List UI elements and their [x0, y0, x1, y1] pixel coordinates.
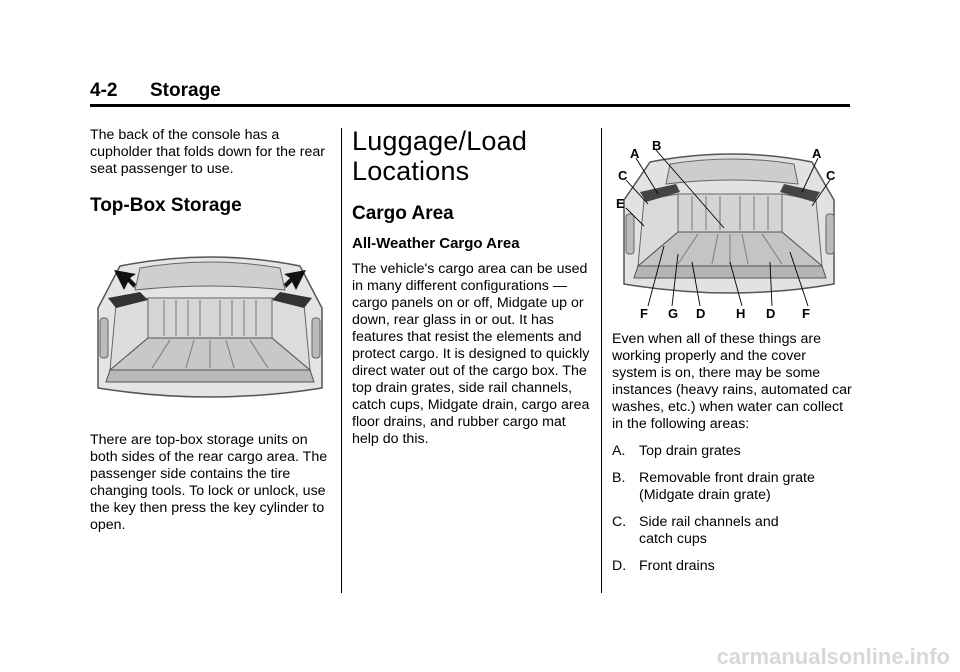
list-item-c: C. Side rail channels and catch cups: [612, 514, 779, 547]
column-3-body: [612, 331, 852, 575]
water-collection-text: Even when all of these things are working properly and the cover system is on, there may be some instances (heavy rains, automated car washes, etc.) when water can collect in the following areas:: [612, 331, 852, 432]
figure-label-c-right: C: [826, 168, 836, 183]
figure-label-f-right: F: [802, 306, 810, 320]
column-2: [352, 126, 592, 448]
figure-label-d-left: D: [696, 306, 706, 320]
luggage-load-heading-line2: Locations: [352, 156, 470, 186]
all-weather-cargo-heading: All-Weather Cargo Area: [352, 235, 520, 252]
cargo-area-heading: Cargo Area: [352, 203, 454, 224]
top-box-storage-heading: Top-Box Storage: [90, 195, 242, 216]
column-1-body: [90, 432, 335, 534]
top-box-description: There are top-box storage units on both sides of the rear cargo area. The passenger side contains the tire changing tools. To lock or unlock, use the key then press the key cylinder to open.: [90, 432, 328, 533]
figure-label-b: B: [652, 138, 662, 153]
figure-label-c-left: C: [618, 168, 628, 183]
figure-label-f-left: F: [640, 306, 648, 320]
cargo-area-drain-diagram: [612, 134, 847, 320]
section-title: Storage: [150, 80, 221, 101]
figure-label-d-right: D: [766, 306, 776, 320]
list-item-b: B. Removable front drain grate (Midgate drain grate): [612, 470, 815, 503]
luggage-load-heading-line1: Luggage/Load: [352, 126, 528, 156]
console-intro-text: The back of the console has a cupholder that folds down for the rear seat passenger to use.: [90, 127, 326, 177]
column-divider-2: [601, 128, 602, 593]
list-item-a: A. Top drain grates: [612, 443, 741, 459]
figure-label-h: H: [736, 306, 746, 320]
column-1: [90, 127, 330, 217]
figure-label-a-right: A: [812, 146, 822, 161]
figure-label-e: E: [616, 196, 625, 211]
page-number: 4-2: [90, 80, 118, 101]
top-box-storage-illustration: [90, 248, 330, 408]
watermark: carmanualsonline.info: [716, 644, 950, 669]
figure-label-a-left: A: [630, 146, 640, 161]
all-weather-cargo-text: The vehicle's cargo area can be used in many different configurations — cargo panels on or off, Midgate up or down, rear glass in or out. It has features that resist the elements and protect cargo. It is designed to quickly direct water out of the cargo box. The top drain grates, side rail channels, catch cups, Midgate drain, cargo area floor drains, and rubber cargo mat help do this.: [352, 261, 590, 447]
column-divider-1: [341, 128, 342, 593]
header-rule: [90, 104, 850, 107]
list-item-d: D. Front drains: [612, 558, 715, 574]
figure-label-g: G: [668, 306, 679, 320]
